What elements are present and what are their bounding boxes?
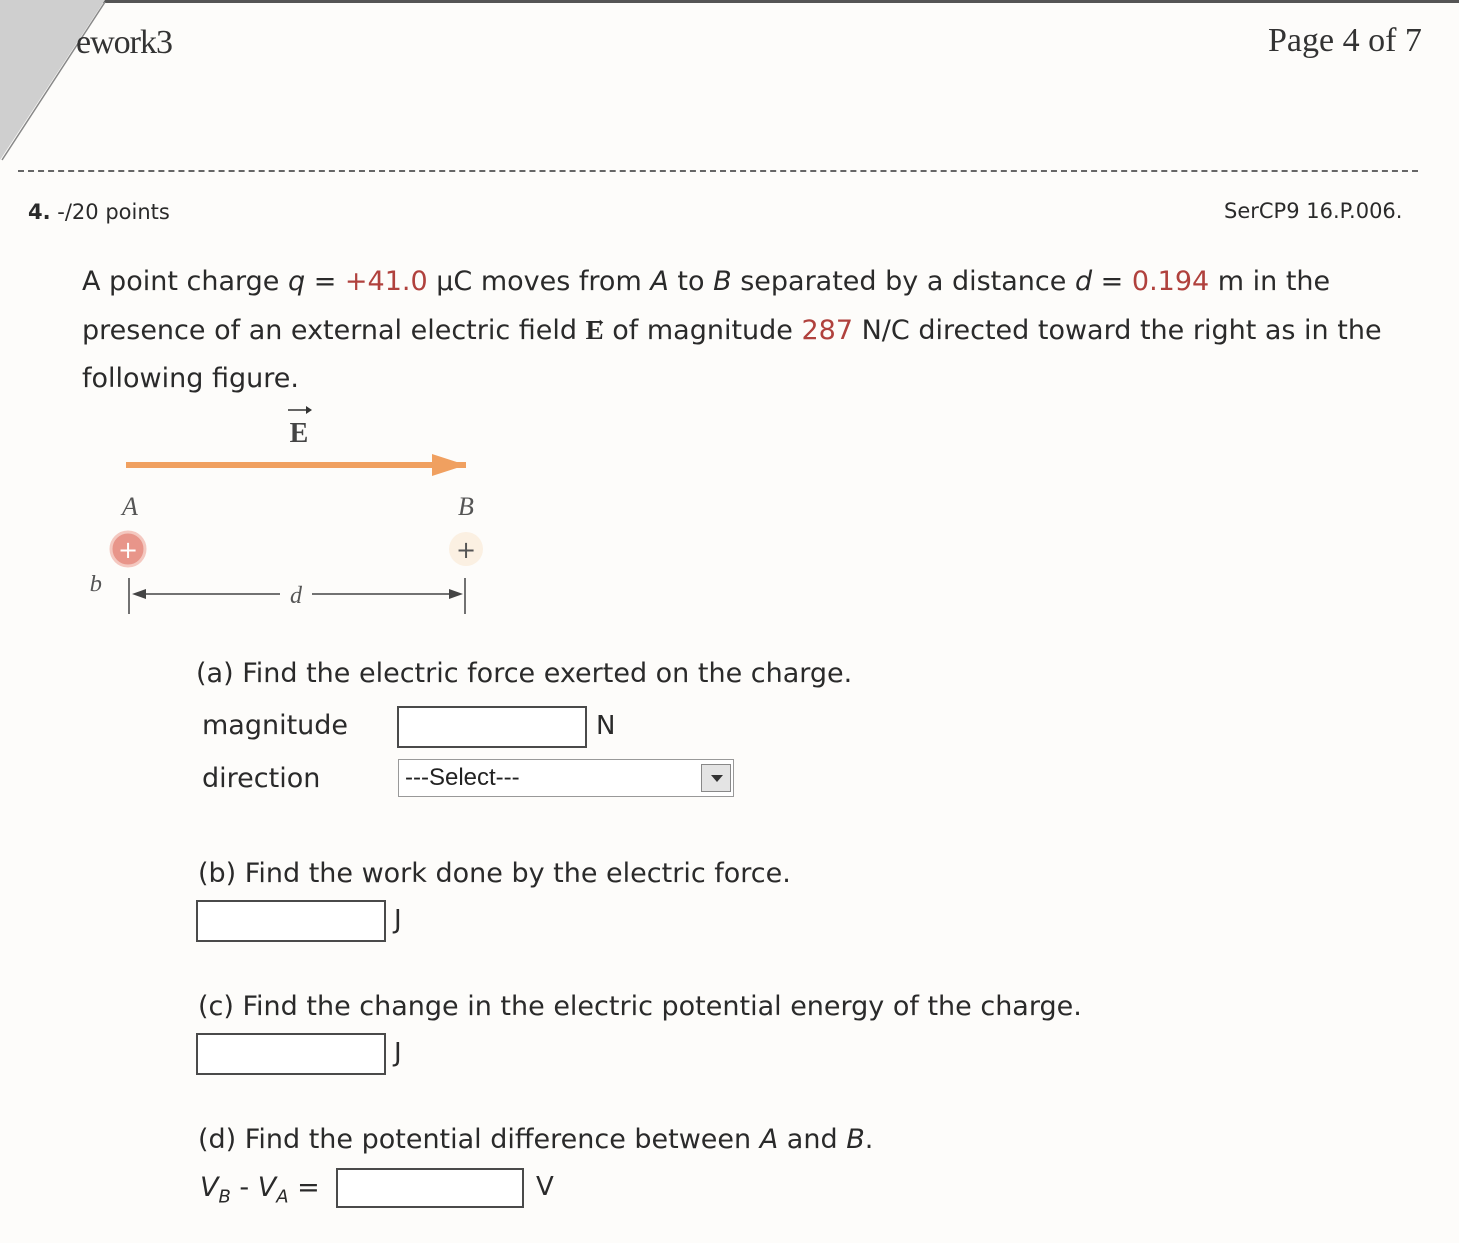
point-b-label: B [458, 492, 474, 521]
question-points: -/20 points [57, 200, 170, 224]
e-field-label [288, 406, 312, 449]
svg-text:+: + [117, 536, 139, 564]
potential-difference-unit: V [536, 1172, 554, 1202]
part-a-prompt: (a) Find the electric force exerted on the charge. [196, 658, 853, 689]
field-magnitude-value: 287 [801, 315, 854, 346]
distance-value: 0.194 [1131, 266, 1210, 297]
potential-energy-input[interactable] [196, 1033, 386, 1075]
part-b-prompt: (b) Find the work done by the electric force. [198, 858, 791, 889]
direction-label: direction [202, 763, 321, 794]
point-a-label: A [122, 492, 138, 521]
work-input[interactable] [196, 900, 386, 942]
field-figure [80, 400, 500, 630]
charge-a [111, 532, 145, 566]
magnitude-input[interactable] [397, 706, 587, 748]
magnitude-unit: N [596, 711, 616, 741]
page-edge [100, 0, 1459, 3]
charge-b [449, 532, 483, 566]
problem-statement: A point charge q = +41.0 μC moves from A to B separated by a distance d = 0.194 m in the presence of an external electric field → E of magnitude 287 N/C directed toward the right as in the following figure. [82, 258, 1402, 403]
part-c-prompt: (c) Find the change in the electric potential energy of the charge. [198, 991, 1082, 1022]
direction-select[interactable] [398, 759, 734, 797]
svg-text:E: E [289, 418, 309, 449]
charge-q-label: q [90, 574, 102, 600]
question-number: 4. [28, 200, 51, 224]
work-unit: J [394, 905, 402, 935]
field-vector-symbol: → E [586, 315, 604, 345]
direction-select-value: ---Select--- [405, 764, 520, 791]
chevron-down-icon[interactable] [701, 764, 731, 792]
question-source: SerCP9 16.P.006. [1224, 199, 1403, 223]
charge-value: +41.0 [344, 266, 428, 297]
potential-energy-unit: J [394, 1038, 402, 1068]
question-header [28, 200, 170, 224]
e-field-arrow [126, 454, 466, 476]
q-variable: q [287, 266, 306, 297]
potential-difference-label: $V_B - V_A$ = [200, 1172, 320, 1208]
svg-text:+: + [455, 536, 477, 564]
magnitude-label: magnitude [202, 710, 349, 741]
distance-indicator [129, 578, 465, 614]
page-indicator: Page 4 of 7 [1268, 22, 1422, 59]
svg-text:d: d [290, 583, 302, 609]
potential-difference-input[interactable] [336, 1168, 524, 1208]
part-d-prompt: (d) Find the potential difference between A and B. [198, 1124, 874, 1155]
assignment-title: ework3 [76, 24, 172, 61]
divider [18, 170, 1418, 172]
